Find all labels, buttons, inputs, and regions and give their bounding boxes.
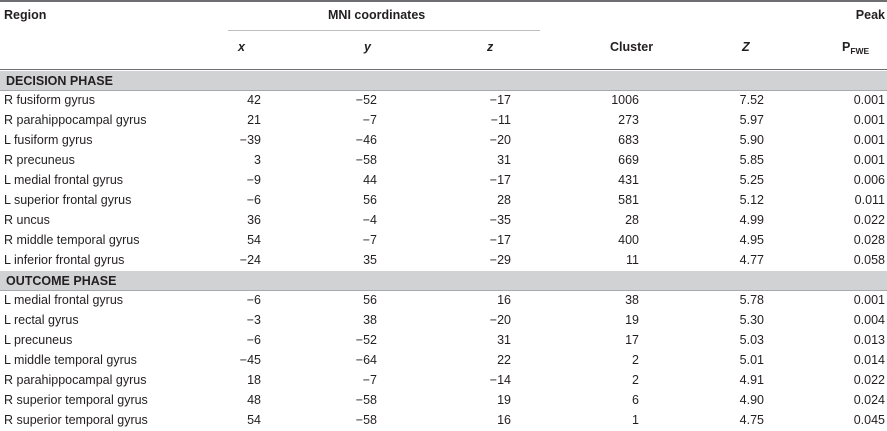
p-fwe-cell: 0.058: [853, 253, 885, 267]
z-score-cell: 5.90: [739, 133, 764, 147]
section-title: OUTCOME PHASE: [6, 274, 117, 288]
z-cell: 28: [497, 193, 511, 207]
cluster-cell: 669: [618, 153, 639, 167]
header-y: y: [364, 40, 371, 54]
y-cell: −7: [362, 113, 377, 127]
table-row: [0, 331, 887, 351]
z-score-cell: 5.01: [739, 353, 764, 367]
region-cell: R precuneus: [4, 153, 75, 167]
region-cell: R parahippocampal gyrus: [4, 373, 147, 387]
header-rule: [0, 69, 887, 70]
y-cell: −7: [362, 373, 377, 387]
section-decision-phase: [0, 71, 887, 91]
table-row: [0, 231, 887, 251]
header-cluster: Cluster: [610, 40, 654, 54]
z-cell: 19: [497, 393, 511, 407]
z-cell: −17: [489, 93, 511, 107]
cluster-cell: 273: [618, 113, 639, 127]
y-cell: 35: [363, 253, 377, 267]
table-row: [0, 211, 887, 231]
cluster-cell: 17: [625, 333, 639, 347]
z-cell: −29: [489, 253, 511, 267]
p-fwe-cell: 0.028: [853, 233, 885, 247]
header-z: z: [487, 40, 494, 54]
header-p-fwe: [842, 40, 869, 56]
cluster-cell: 400: [618, 233, 639, 247]
cluster-cell: 2: [632, 353, 639, 367]
z-cell: 22: [497, 353, 511, 367]
z-cell: −35: [489, 213, 511, 227]
cluster-cell: 2: [632, 373, 639, 387]
x-cell: 54: [247, 413, 261, 427]
region-cell: R middle temporal gyrus: [4, 233, 140, 247]
y-cell: −7: [362, 233, 377, 247]
z-cell: −11: [490, 113, 511, 127]
z-score-cell: 4.99: [739, 213, 764, 227]
region-cell: L rectal gyrus: [4, 313, 79, 327]
y-cell: −52: [355, 93, 377, 107]
table-row: [0, 311, 887, 331]
table-row: [0, 111, 887, 131]
region-cell: L medial frontal gyrus: [4, 173, 124, 187]
table-row: [0, 91, 887, 111]
table-row: [0, 171, 887, 191]
x-cell: −6: [246, 333, 261, 347]
region-cell: L fusiform gyrus: [4, 133, 93, 147]
z-cell: −14: [489, 373, 511, 387]
z-score-cell: 4.90: [739, 393, 764, 407]
table-row: [0, 131, 887, 151]
p-fwe-cell: 0.022: [853, 213, 885, 227]
section-title: DECISION PHASE: [6, 74, 113, 88]
p-fwe-cell: 0.001: [853, 113, 885, 127]
z-cell: 16: [497, 413, 511, 427]
table-row: [0, 251, 887, 271]
region-cell: L superior frontal gyrus: [4, 193, 132, 207]
y-cell: −64: [355, 353, 377, 367]
x-cell: 42: [247, 93, 261, 107]
z-score-cell: 5.30: [739, 313, 764, 327]
region-cell: R fusiform gyrus: [4, 93, 95, 107]
table-row: [0, 371, 887, 391]
z-score-cell: 5.25: [739, 173, 764, 187]
y-cell: 56: [363, 193, 377, 207]
region-cell: R superior temporal gyrus: [4, 413, 148, 427]
y-cell: −4: [362, 213, 377, 227]
x-cell: −24: [239, 253, 261, 267]
x-cell: 21: [247, 113, 261, 127]
header-z-score: Z: [742, 40, 750, 54]
cluster-cell: 1006: [611, 93, 639, 107]
z-score-cell: 5.03: [739, 333, 764, 347]
table-row: [0, 191, 887, 211]
table-row: [0, 411, 887, 431]
region-cell: R superior temporal gyrus: [4, 393, 148, 407]
table-row: [0, 351, 887, 371]
cluster-cell: 38: [625, 293, 639, 307]
p-fwe-cell: 0.013: [853, 333, 885, 347]
z-score-cell: 5.85: [739, 153, 764, 167]
y-cell: 56: [363, 293, 377, 307]
x-cell: 48: [247, 393, 261, 407]
y-cell: 38: [363, 313, 377, 327]
x-cell: −9: [246, 173, 261, 187]
x-cell: −6: [246, 293, 261, 307]
header-mni-coordinates: MNI coordinates: [328, 8, 426, 22]
header-p-subscript: FWE: [850, 46, 870, 56]
z-score-cell: 5.78: [739, 293, 764, 307]
header-x: x: [238, 40, 245, 54]
cluster-cell: 19: [625, 313, 639, 327]
region-cell: L medial frontal gyrus: [4, 293, 124, 307]
region-cell: R uncus: [4, 213, 50, 227]
y-cell: −46: [355, 133, 377, 147]
z-cell: −17: [489, 233, 511, 247]
cluster-cell: 1: [632, 413, 639, 427]
p-fwe-cell: 0.011: [854, 193, 885, 207]
z-cell: 16: [497, 293, 511, 307]
p-fwe-cell: 0.022: [853, 373, 885, 387]
x-cell: −6: [246, 193, 261, 207]
x-cell: 18: [247, 373, 261, 387]
z-cell: 31: [497, 153, 511, 167]
header-p-main: P: [842, 40, 851, 54]
region-cell: L inferior frontal gyrus: [4, 253, 125, 267]
p-fwe-cell: 0.001: [853, 93, 885, 107]
cluster-cell: 683: [618, 133, 639, 147]
p-fwe-cell: 0.024: [853, 393, 885, 407]
p-fwe-cell: 0.001: [853, 293, 885, 307]
p-fwe-cell: 0.006: [853, 173, 885, 187]
header-peak: Peak: [855, 8, 885, 22]
z-cell: −20: [489, 313, 511, 327]
cluster-cell: 431: [618, 173, 639, 187]
x-cell: −39: [239, 133, 261, 147]
region-cell: R parahippocampal gyrus: [4, 113, 147, 127]
header-region: Region: [4, 8, 47, 22]
z-score-cell: 5.12: [739, 193, 764, 207]
cluster-cell: 581: [618, 193, 639, 207]
y-cell: −52: [355, 333, 377, 347]
p-fwe-cell: 0.014: [853, 353, 885, 367]
table-row: [0, 391, 887, 411]
p-fwe-cell: 0.001: [853, 133, 885, 147]
mni-rule: [228, 30, 540, 31]
z-score-cell: 4.75: [739, 413, 764, 427]
x-cell: −3: [246, 313, 261, 327]
cluster-cell: 11: [626, 253, 639, 267]
z-cell: 31: [497, 333, 511, 347]
y-cell: −58: [355, 413, 377, 427]
table-row: [0, 291, 887, 311]
top-rule: [0, 0, 887, 2]
y-cell: 44: [363, 173, 377, 187]
x-cell: 3: [254, 153, 261, 167]
region-cell: L precuneus: [4, 333, 73, 347]
z-score-cell: 4.95: [739, 233, 764, 247]
z-score-cell: 5.97: [739, 113, 764, 127]
z-cell: −20: [489, 133, 511, 147]
p-fwe-cell: 0.004: [853, 313, 885, 327]
z-score-cell: 4.91: [739, 373, 764, 387]
x-cell: −45: [239, 353, 261, 367]
table-row: [0, 151, 887, 171]
y-cell: −58: [355, 153, 377, 167]
z-score-cell: 7.52: [739, 93, 764, 107]
y-cell: −58: [355, 393, 377, 407]
p-fwe-cell: 0.001: [853, 153, 885, 167]
cluster-cell: 6: [632, 393, 639, 407]
cluster-cell: 28: [625, 213, 639, 227]
region-cell: L middle temporal gyrus: [4, 353, 137, 367]
p-fwe-cell: 0.045: [853, 413, 885, 427]
x-cell: 36: [247, 213, 261, 227]
z-cell: −17: [489, 173, 511, 187]
x-cell: 54: [247, 233, 261, 247]
section-outcome-phase: [0, 271, 887, 291]
z-score-cell: 4.77: [739, 253, 764, 267]
